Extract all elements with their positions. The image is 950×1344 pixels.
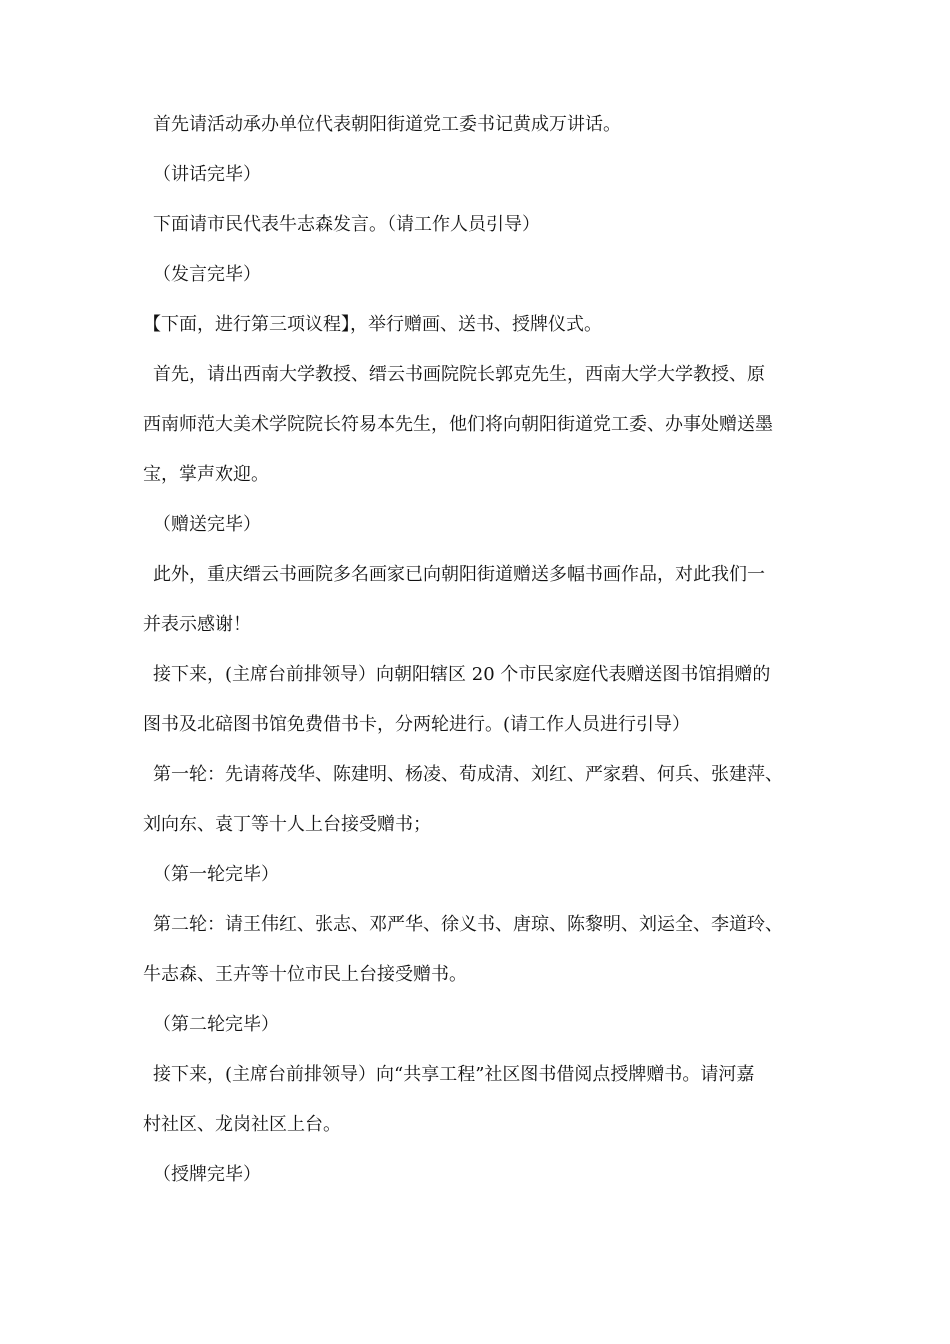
text-line: 并表示感谢！ (143, 614, 251, 635)
paragraph-9 (143, 650, 823, 750)
paragraph-13 (143, 1000, 833, 1050)
paragraph-1 (143, 100, 833, 150)
text-line: 图书及北碚图书馆免费借书卡，分两轮进行。(请工作人员进行引导） (143, 714, 691, 735)
paragraph-14 (143, 1050, 823, 1150)
text-line: 刘向东、袁丁等十人上台接受赠书； (143, 814, 431, 835)
paragraph-10 (143, 750, 823, 850)
paragraph-11 (143, 850, 833, 900)
paragraph-15 (143, 1150, 833, 1200)
paragraph-12 (143, 900, 823, 1000)
text-line: （发言完毕） (153, 264, 261, 285)
text-line: 首先请活动承办单位代表朝阳街道党工委书记黄成万讲话。 (153, 114, 621, 135)
text-line: （赠送完毕） (153, 514, 261, 535)
text-line: （第二轮完毕） (153, 1014, 279, 1035)
text-line: 牛志森、王卉等十位市民上台接受赠书。 (143, 964, 467, 985)
text-line: 下面请市民代表牛志森发言。（请工作人员引导） (153, 214, 540, 235)
text-line: （授牌完毕） (153, 1164, 261, 1185)
paragraph-5 (143, 300, 823, 350)
text-line: 接下来，(主席台前排领导）向“共享工程”社区图书借阅点授牌赠书。请河嘉 (153, 1064, 755, 1085)
paragraph-6 (143, 350, 823, 500)
text-line: 此外，重庆缙云书画院多名画家已向朝阳街道赠送多幅书画作品，对此我们一 (153, 564, 765, 585)
paragraph-3 (143, 200, 833, 250)
paragraph-8 (143, 550, 823, 650)
paragraph-4 (143, 250, 833, 300)
paragraph-2 (143, 150, 833, 200)
text-line: 村社区、龙岗社区上台。 (143, 1114, 341, 1135)
paragraph-7 (143, 500, 833, 550)
text-line: 第一轮：先请蒋茂华、陈建明、杨凌、荀成清、刘红、严家碧、何兵、张建萍、 (153, 764, 783, 785)
text-line: 西南师范大美术学院院长符易本先生，他们将向朝阳街道党工委、办事处赠送墨 (143, 414, 773, 435)
text-line: （第一轮完毕） (153, 864, 279, 885)
text-line: 第二轮：请王伟红、张志、邓严华、徐义书、唐琼、陈黎明、刘运全、李道玲、 (153, 914, 783, 935)
text-line: （讲话完毕） (153, 164, 261, 185)
text-line: 【下面，进行第三项议程】，举行赠画、送书、授牌仪式。 (143, 314, 602, 335)
text-line: 宝，掌声欢迎。 (143, 464, 269, 485)
text-line: 接下来，(主席台前排领导）向朝阳辖区 20 个市民家庭代表赠送图书馆捐赠的 (153, 664, 771, 685)
text-line: 首先，请出西南大学教授、缙云书画院院长郭克先生，西南大学大学教授、原 (153, 364, 765, 385)
